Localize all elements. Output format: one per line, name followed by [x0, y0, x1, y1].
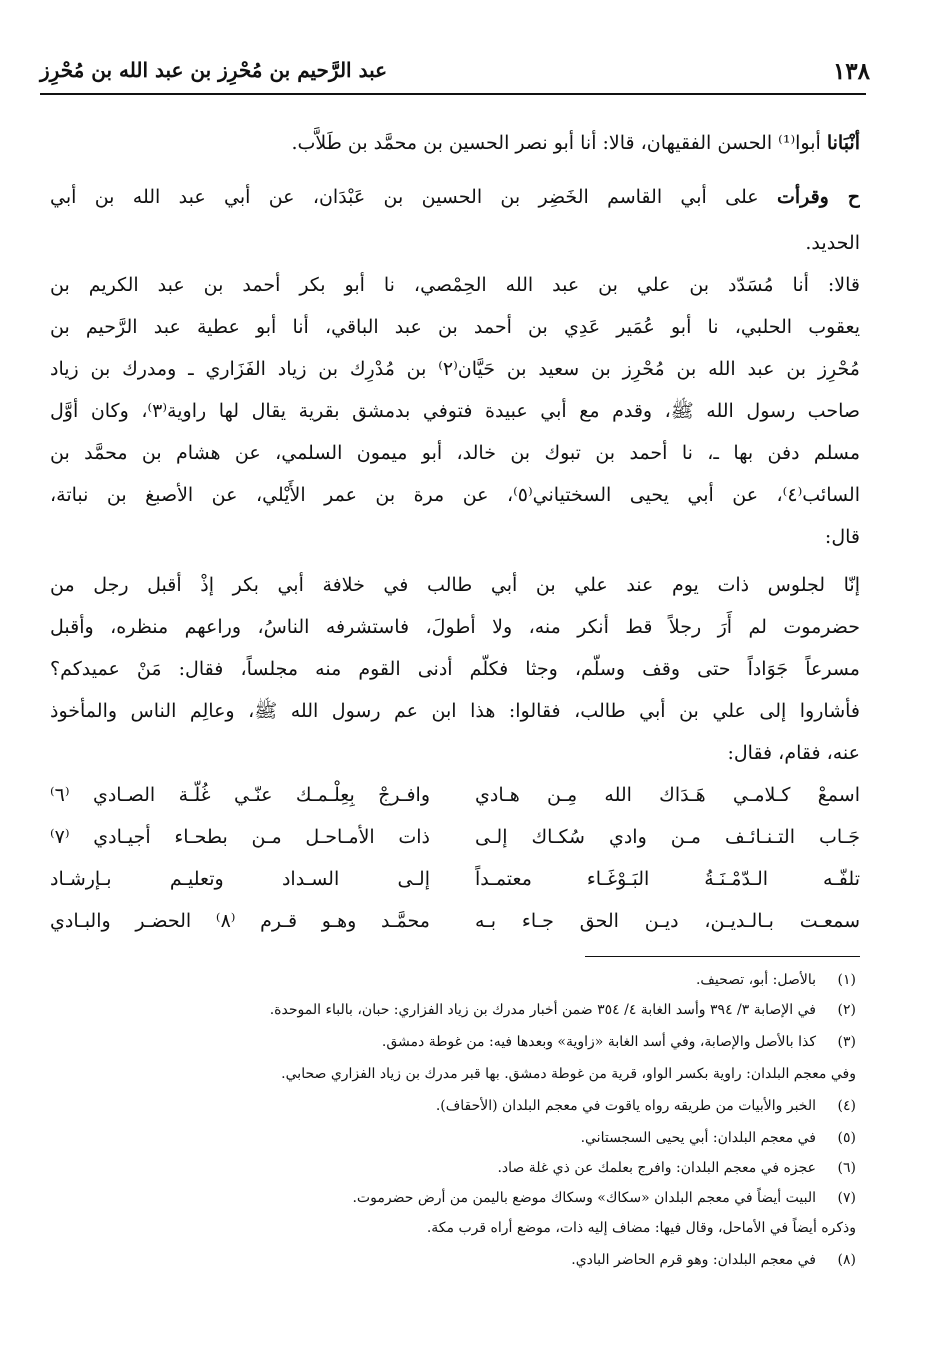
footnote-number: (٣): [837, 1034, 856, 1050]
footnote-number: (٢): [837, 1002, 856, 1018]
verse-4-first-hemistich: سمعـت بـالـديـن، ديـن الحق جـاء بـه: [475, 910, 860, 932]
footnote-8: [60, 1248, 856, 1272]
footnote-text: في الإصابة ٣/ ٣٩٤ وأسد الغابة ٤/ ٣٥٤ ضمن أخبار مدرك بن زياد الفزاري: حبان، بالباء الموحدة.: [269, 1002, 816, 1018]
body-line-15: عنه، فقام، فقال:: [727, 742, 860, 764]
body-line-10: قال:: [824, 526, 860, 548]
lead-word-anbana: أنْبَانا: [826, 132, 860, 154]
footnote-text: البيت أيضاً في معجم البلدان «سكاك» وسكاك موضع باليمن من أرض حضرموت.: [352, 1190, 816, 1206]
body-line-2-text: على أبي القاسم الخَضِر بن الحسين بن عَبْدَان، عن أبي عبد الله بن أبي: [50, 186, 759, 208]
verse-1-first-hemistich: اسمعْ كـلامـي هَـدَاك الله مِـن هـادي: [475, 784, 860, 806]
footnote-text: الخبر والأبيات من طريقه رواه ياقوت في معجم البلدان (الأحقاف).: [435, 1098, 816, 1114]
footnote-text: في معجم البلدان: وهو قرم الحاضر البادي.: [571, 1252, 816, 1268]
footnote-text: عجزه في معجم البلدان: وافرج بعلمك عن ذي غلة صاد.: [497, 1160, 816, 1176]
footnote-text: بالأصل: أبو، تصحيف.: [695, 972, 816, 988]
footnote-5: [60, 1126, 856, 1150]
verse-2-first-hemistich: جَـاب التـنـائـف مـن وادي سُكـاك إلـى: [475, 826, 860, 848]
header-rule: [40, 93, 866, 95]
footnote-number: (٧): [837, 1190, 856, 1206]
footnote-3-continued: [60, 1062, 896, 1086]
lead-word-qaraat: ح وقرأت: [776, 186, 860, 208]
running-title: عبد الرَّحيم بن مُحْرِز بن عبد الله بن مُحْرِز: [40, 58, 388, 82]
footnote-number: (٨): [837, 1252, 856, 1268]
body-line-12: حضرموت لم أَرَ رجلاً قط أنكر منه، ولا أطولَ، فاستشرفه الناسُ، وراعهم منظره، وأقبل: [50, 616, 860, 638]
verse-1-second-hemistich: وافـرجْ بِعِلْـمـك عنّـي غُلّـة الصـادي ⁽٦⁾: [50, 784, 430, 806]
body-line-4: قالا: أنا مُسَدّد بن علي بن عبد الله الحِمْصي، نا أبو بكر أحمد بن عبد الكريم بن: [50, 274, 860, 296]
verse-4-second-hemistich: محمَّـد وهـو قـرم ⁽٨⁾ الحضـر والبـادي: [50, 910, 430, 932]
body-line-11: إنّا لجلوس ذات يوم عند علي بن أبي طالب في خلافة أبي بكر إذْ أقبل رجل من: [50, 574, 860, 596]
footnote-text: في معجم البلدان: أبي يحيى السجستاني.: [580, 1130, 816, 1146]
footnote-number: (٥): [837, 1130, 856, 1146]
body-line-8: مسلم دفن بها ـ، نا أحمد بن تبوك بن خالد، أبو ميمون السلمي، عن هشام بن محمَّد بن: [50, 442, 860, 464]
footnote-7-continued: [60, 1216, 896, 1240]
footnote-6: [60, 1156, 856, 1180]
verse-3-first-hemistich: تلفّـه الـدّمْـنَـةُ البَـوْغَـاء معتمـداً: [475, 868, 860, 890]
body-line-7: صاحب رسول الله ﷺ، وقدم مع أبي عبيدة فتوفي بدمشق بقرية يقال لها راوية⁽٣⁾، وكان أوَّل: [50, 400, 860, 422]
footnote-rule: [585, 956, 860, 957]
running-head: [40, 56, 870, 94]
body-line-2: [50, 180, 860, 214]
body-line-6: مُحْرِز بن عبد الله بن مُحْرِز بن سعيد بن حَيَّان⁽٢⁾ بن مُدْرِك بن زياد الفَزَاري ـ ومدرك بن زياد: [50, 358, 860, 380]
page-number: ١٣٨: [832, 58, 870, 85]
body-line-14: فأشاروا إلى علي بن أبي طالب، فقالوا: هذا ابن عم رسول الله ﷺ، وعالِم الناس والمأخوذ: [50, 700, 860, 722]
footnote-number: (٤): [837, 1098, 856, 1114]
footnote-4: [60, 1094, 856, 1118]
footnote-text: وفي معجم البلدان: راوية بكسر الواو، قرية من غوطة دمشق. بها قبر مدرك بن زياد الفزاري صحابي.: [281, 1066, 856, 1082]
footnote-3: [60, 1030, 856, 1054]
footnote-number: (٦): [837, 1160, 856, 1176]
footnote-1: [60, 968, 856, 992]
body-line-3: الحديد.: [805, 232, 860, 254]
footnote-text: كذا بالأصل والإصابة، وفي أسد الغابة «زاوية» وبعدها فيه: من غوطة دمشق.: [381, 1034, 816, 1050]
body-line-1-text: أبوا⁽¹⁾ الحسن الفقيهان، قالا: أنا أبو نصر الحسين بن محمَّد بن طَلاَّب.: [291, 132, 821, 154]
body-line-13: مسرعاً جَوَاداً حتى وقف وسلّم، وجثا فكلّم أدنى القوم منه مجلساً، فقال: مَنْ عميدكم؟: [50, 658, 860, 680]
footnote-number: (١): [837, 972, 856, 988]
verse-3-second-hemistich: إلـى السـداد وتعليـم بـإرشـاد: [50, 868, 430, 890]
verse-2-second-hemistich: ذات الأمـاحـل مـن بطحـاء أجيـادي ⁽٧⁾: [50, 826, 430, 848]
body-line-9: السائب⁽٤⁾، عن أبي يحيى السختياني⁽٥⁾، عن مرة بن عمر الأَيْلي، عن الأصبغ بن نباتة،: [50, 484, 860, 506]
footnote-text: وذكره أيضاً في الأماحل، وقال فيها: مضاف إليه ذات، موضع أراه قرب مكة.: [426, 1220, 856, 1236]
body-line-5: يعقوب الحلبي، نا أبو عُمَير عَدِي بن أحمد بن عبد الباقي، أنا أبو عطية عبد الرَّحيم بن: [50, 316, 860, 338]
footnote-2: [60, 998, 856, 1022]
body-line-1: [50, 126, 860, 160]
footnote-7: [60, 1186, 856, 1210]
